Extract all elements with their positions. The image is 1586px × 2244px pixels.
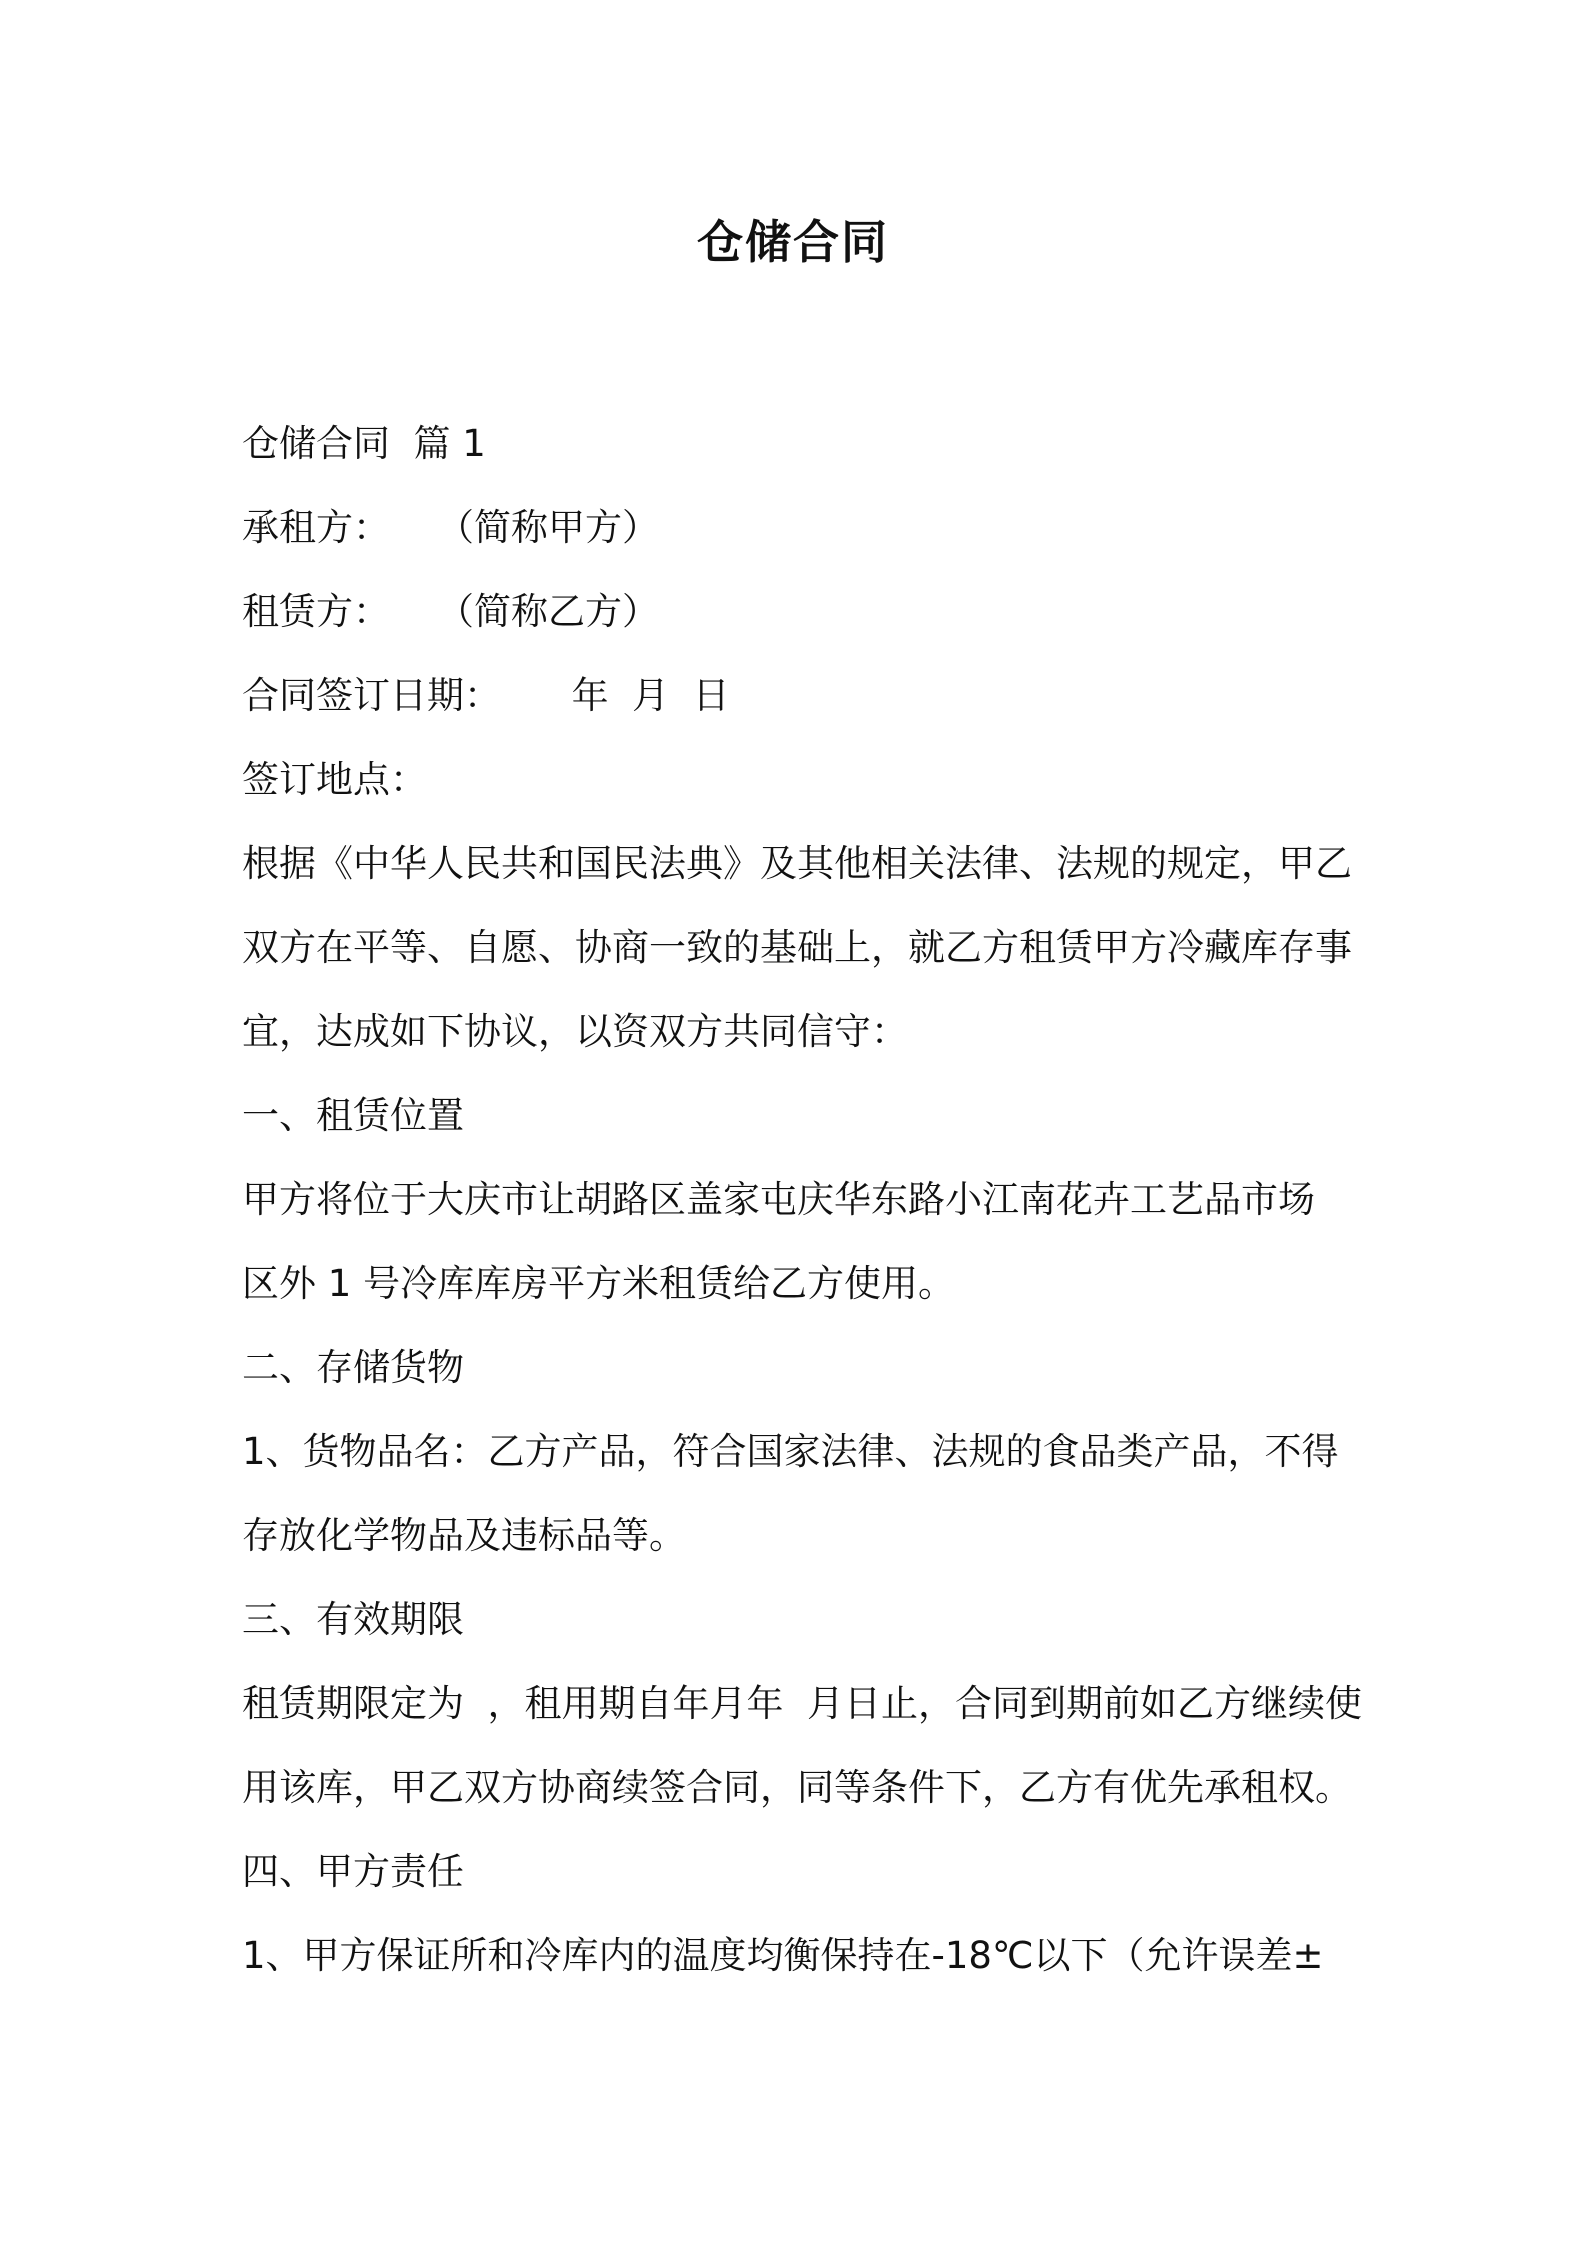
party-a-duties-line-1: 1、甲方保证所和冷库内的温度均衡保持在-18℃以下（允许误差± [242,1934,1324,1977]
term-text-line-1: 租赁期限定为 ，租用期自年月年 月日止，合同到期前如乙方继续使 [242,1682,1363,1725]
preamble-line-1: 根据《中华人民共和国民法典》及其他相关法律、法规的规定，甲乙 [242,842,1352,885]
location-text-line-2: 区外 1 号冷库库房平方米租赁给乙方使用。 [242,1262,956,1305]
document-title: 仓储合同 [697,215,889,269]
goods-text-line-1: 1、货物品名：乙方产品，符合国家法律、法规的食品类产品，不得 [242,1430,1339,1473]
signing-date-line: 合同签订日期： 年 月 日 [242,674,730,717]
signing-place-line: 签订地点： [242,758,427,801]
location-text-line-1: 甲方将位于大庆市让胡路区盖家屯庆华东路小江南花卉工艺品市场 [242,1178,1315,1221]
clause-heading-location: 一、租赁位置 [242,1094,464,1137]
section-heading-part-1: 仓储合同 篇 1 [242,422,486,465]
preamble-line-2: 双方在平等、自愿、协商一致的基础上，就乙方租赁甲方冷藏库存事 [242,926,1352,969]
document-body [242,402,1362,1998]
goods-text-line-2: 存放化学物品及违标品等。 [242,1514,686,1557]
term-text-line-2: 用该库，甲乙双方协商续签合同，同等条件下，乙方有优先承租权。 [242,1766,1352,1809]
clause-heading-party-a-duties: 四、甲方责任 [242,1850,464,1893]
lessee-line: 承租方： （简称甲方） [242,506,660,549]
clause-heading-term: 三、有效期限 [242,1598,464,1641]
preamble-line-3: 宜，达成如下协议，以资双方共同信守： [242,1010,908,1053]
lessor-line: 租赁方： （简称乙方） [242,590,660,633]
clause-heading-goods: 二、存储货物 [242,1346,464,1389]
